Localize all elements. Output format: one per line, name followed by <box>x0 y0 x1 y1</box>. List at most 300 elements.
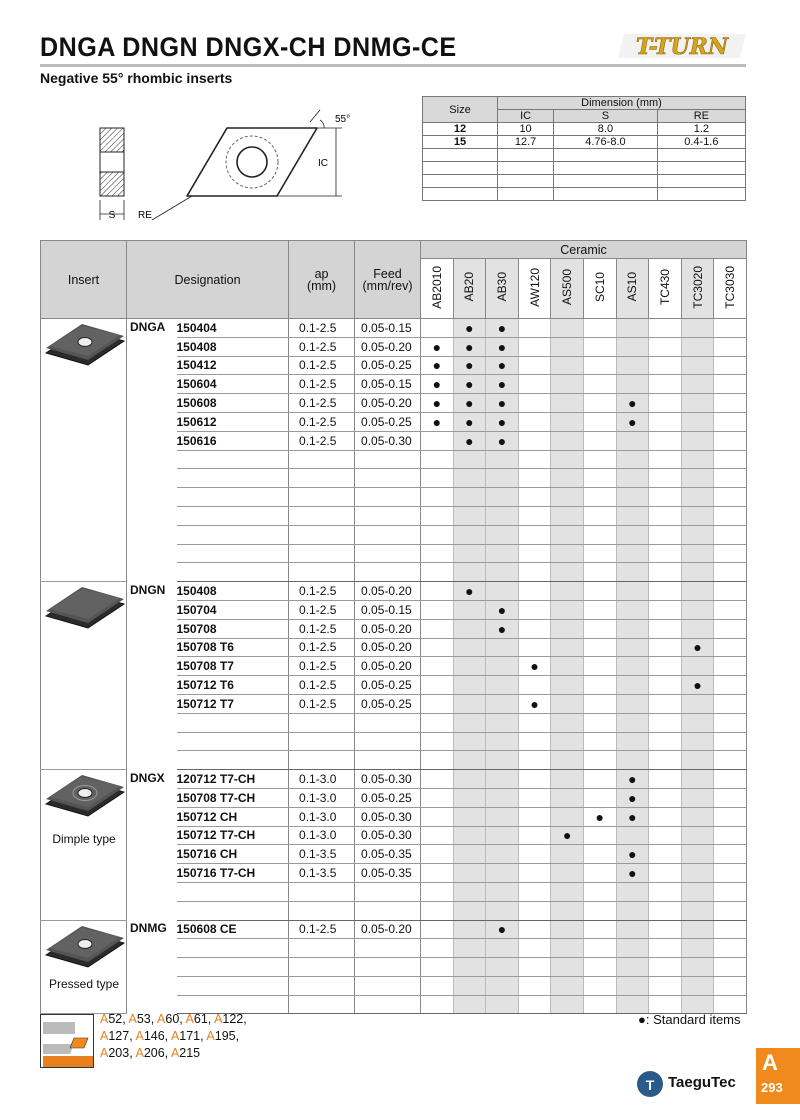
grade-cell <box>649 920 682 939</box>
grade-cell <box>421 751 454 770</box>
grade-cell <box>583 694 616 713</box>
grade-cell <box>551 412 584 431</box>
grade-cell <box>453 958 486 977</box>
grade-cell <box>616 375 649 394</box>
standard-item-dot: ● <box>693 677 702 694</box>
grade-cell <box>518 506 551 525</box>
page-tab <box>756 1048 800 1104</box>
grade-cell <box>518 676 551 695</box>
grade-cell <box>551 920 584 939</box>
designation-code <box>177 713 289 732</box>
grade-cell <box>421 544 454 563</box>
grade-cell <box>616 976 649 995</box>
feed-value <box>355 976 421 995</box>
designation-code: 150708 T7-CH <box>177 788 289 807</box>
designation-code: 150412 <box>177 356 289 375</box>
grade-cell <box>649 525 682 544</box>
grade-cell <box>551 826 584 845</box>
grade-cell <box>616 638 649 657</box>
grade-cell <box>551 732 584 751</box>
grade-cell <box>583 319 616 338</box>
grade-cell <box>681 920 714 939</box>
grade-cell <box>551 450 584 469</box>
grade-cell <box>583 506 616 525</box>
grade-cell <box>681 845 714 864</box>
angle-label: 55° <box>335 114 351 125</box>
grade-cell <box>518 657 551 676</box>
ap-value: 0.1-2.5 <box>289 431 355 450</box>
grade-cell <box>583 788 616 807</box>
grade-cell <box>518 939 551 958</box>
ap-value <box>289 713 355 732</box>
grade-cell <box>616 713 649 732</box>
grade-cell <box>453 657 486 676</box>
grade-cell <box>421 469 454 488</box>
grade-cell <box>583 469 616 488</box>
designation-code: 150708 T7 <box>177 657 289 676</box>
grade-cell <box>421 450 454 469</box>
standard-item-dot: ● <box>628 865 637 881</box>
insert-image <box>42 774 126 820</box>
grade-cell <box>453 732 486 751</box>
grade-cell <box>649 657 682 676</box>
ap-value: 0.1-2.5 <box>289 356 355 375</box>
grade-label: AB20 <box>462 272 477 302</box>
grade-cell <box>486 788 519 807</box>
ap-value: 0.1-2.5 <box>289 600 355 619</box>
logo-text: T-TURN <box>635 34 729 60</box>
grade-cell <box>421 901 454 920</box>
grade-label: AB30 <box>495 272 509 302</box>
brand-name: TaeguTec <box>668 1074 736 1091</box>
grade-cell <box>649 319 682 338</box>
grade-cell <box>551 375 584 394</box>
grade-cell <box>518 901 551 920</box>
grade-cell <box>486 375 519 394</box>
grade-cell <box>649 638 682 657</box>
header-feed-unit: (mm/rev) <box>362 278 413 293</box>
designation-code <box>177 901 289 920</box>
grade-cell <box>453 319 486 338</box>
table-row <box>41 770 747 789</box>
reference-page: 171, <box>179 1029 207 1043</box>
grade-cell <box>583 582 616 601</box>
grade-cell <box>583 337 616 356</box>
dim-re: 0.4-1.6 <box>657 136 745 149</box>
grade-cell <box>453 694 486 713</box>
grade-cell <box>681 582 714 601</box>
grade-cell <box>649 375 682 394</box>
grade-cell <box>583 600 616 619</box>
grade-cell <box>681 412 714 431</box>
designation-code <box>177 751 289 770</box>
dim-ic: 10 <box>498 123 554 136</box>
grade-cell <box>551 525 584 544</box>
feed-value: 0.05-0.30 <box>355 431 421 450</box>
page-subtitle: Negative 55° rhombic inserts <box>40 70 233 86</box>
grade-cell <box>453 826 486 845</box>
feed-value: 0.05-0.30 <box>355 770 421 789</box>
grade-cell <box>486 995 519 1014</box>
grade-cell <box>551 563 584 582</box>
ap-value: 0.1-3.0 <box>289 788 355 807</box>
grade-cell <box>616 525 649 544</box>
grade-cell <box>681 319 714 338</box>
grade-cell <box>714 732 747 751</box>
designation-code: 150716 CH <box>177 845 289 864</box>
grade-cell <box>551 638 584 657</box>
ap-value: 0.1-2.5 <box>289 638 355 657</box>
grade-cell <box>518 995 551 1014</box>
grade-cell <box>551 337 584 356</box>
standard-item-dot: ● <box>530 695 539 712</box>
grade-cell <box>551 431 584 450</box>
grade-cell <box>649 488 682 507</box>
grade-cell <box>583 525 616 544</box>
reference-prefix: A <box>100 1012 109 1026</box>
ap-value <box>289 488 355 507</box>
designation-code: 150708 T6 <box>177 638 289 657</box>
grade-cell <box>714 694 747 713</box>
grade-cell <box>421 939 454 958</box>
grade-cell <box>421 525 454 544</box>
grade-cell <box>714 450 747 469</box>
standard-item-dot: ● <box>497 413 507 430</box>
standard-item-dot: ● <box>497 319 507 336</box>
standard-item-dot: ● <box>465 357 474 374</box>
grade-cell <box>486 506 519 525</box>
ap-value <box>289 563 355 582</box>
standard-item-dot: ● <box>465 376 474 393</box>
reference-prefix: A <box>135 1029 144 1043</box>
grade-cell <box>616 506 649 525</box>
grade-cell <box>714 544 747 563</box>
table-row <box>41 582 747 601</box>
feed-value <box>355 713 421 732</box>
grade-cell <box>714 657 747 676</box>
feed-value: 0.05-0.30 <box>355 826 421 845</box>
grade-cell <box>421 826 454 845</box>
grade-cell <box>551 901 584 920</box>
grade-cell <box>421 600 454 619</box>
grade-cell <box>551 995 584 1014</box>
grade-cell <box>518 582 551 601</box>
grade-cell <box>714 864 747 883</box>
ap-value <box>289 450 355 469</box>
grade-cell <box>453 469 486 488</box>
grade-cell <box>714 807 747 826</box>
designation-prefix: DNMG <box>130 921 167 935</box>
grade-cell <box>518 864 551 883</box>
grade-cell <box>421 412 454 431</box>
grade-cell <box>583 431 616 450</box>
dim-dimension-header: Dimension (mm) <box>498 97 746 110</box>
legend-standard-items <box>638 1012 741 1027</box>
feed-value: 0.05-0.35 <box>355 864 421 883</box>
page-section-letter: A <box>762 1050 778 1075</box>
grade-cell <box>714 901 747 920</box>
grade-cell <box>421 394 454 413</box>
grade-cell <box>714 375 747 394</box>
grade-cell <box>518 713 551 732</box>
grade-cell <box>616 676 649 695</box>
grade-cell <box>681 506 714 525</box>
grade-cell <box>649 882 682 901</box>
designation-code <box>177 544 289 563</box>
grade-label: AW120 <box>527 267 542 307</box>
grade-cell <box>486 901 519 920</box>
grade-cell <box>583 901 616 920</box>
ap-value <box>289 732 355 751</box>
ap-value: 0.1-2.5 <box>289 375 355 394</box>
grade-cell <box>583 356 616 375</box>
grade-cell <box>649 563 682 582</box>
standard-item-dot: ● <box>465 319 474 336</box>
grade-cell <box>649 958 682 977</box>
feed-value: 0.05-0.15 <box>355 319 421 338</box>
grade-cell <box>714 845 747 864</box>
grade-cell <box>681 676 714 695</box>
header-ap-unit: (mm) <box>306 278 337 293</box>
grade-cell <box>616 600 649 619</box>
grade-cell <box>583 751 616 770</box>
grade-cell <box>714 488 747 507</box>
ap-value <box>289 544 355 563</box>
ap-value: 0.1-2.5 <box>289 319 355 338</box>
grade-cell <box>421 882 454 901</box>
grade-cell <box>518 488 551 507</box>
grade-cell <box>486 713 519 732</box>
grade-cell <box>486 751 519 770</box>
grade-cell <box>681 882 714 901</box>
grade-header <box>551 259 584 319</box>
grade-cell <box>681 807 714 826</box>
grade-cell <box>551 864 584 883</box>
grade-cell <box>583 676 616 695</box>
grade-cell <box>518 732 551 751</box>
grade-cell <box>551 770 584 789</box>
feed-value <box>355 882 421 901</box>
grade-cell <box>518 807 551 826</box>
grade-cell <box>486 619 519 638</box>
grade-cell <box>681 901 714 920</box>
dim-re: 1.2 <box>657 123 745 136</box>
grade-cell <box>681 976 714 995</box>
grade-cell <box>421 619 454 638</box>
grade-cell <box>421 488 454 507</box>
grade-label: TC3030 <box>723 265 738 309</box>
grade-cell <box>616 901 649 920</box>
standard-item-dot: ● <box>562 827 572 844</box>
grade-cell <box>486 450 519 469</box>
legend-text: : Standard items <box>645 1012 741 1027</box>
dim-col-re: RE <box>657 110 745 123</box>
grade-cell <box>714 337 747 356</box>
grade-cell <box>649 939 682 958</box>
grade-cell <box>681 788 714 807</box>
grade-cell <box>714 469 747 488</box>
dim-col-s: S <box>554 110 658 123</box>
grade-cell <box>518 694 551 713</box>
grade-cell <box>649 337 682 356</box>
ap-value: 0.1-2.5 <box>289 394 355 413</box>
standard-item-dot: ● <box>628 808 637 825</box>
standard-item-dot: ● <box>465 395 474 412</box>
grade-cell <box>649 901 682 920</box>
grade-cell <box>551 619 584 638</box>
grade-cell <box>616 412 649 431</box>
grade-cell <box>486 826 519 845</box>
designation-code: 150704 <box>177 600 289 619</box>
grade-cell <box>551 788 584 807</box>
grade-cell <box>681 619 714 638</box>
designation-code: 150608 <box>177 394 289 413</box>
grade-cell <box>486 732 519 751</box>
grade-cell <box>486 976 519 995</box>
grade-cell <box>616 657 649 676</box>
standard-item-dot: ● <box>497 620 507 637</box>
page-number: 293 <box>761 1080 783 1095</box>
designation-code: 150716 T7-CH <box>177 864 289 883</box>
grade-cell <box>714 638 747 657</box>
grade-cell <box>714 356 747 375</box>
grade-cell <box>421 845 454 864</box>
feed-value <box>355 469 421 488</box>
grade-cell <box>583 807 616 826</box>
grade-cell <box>649 864 682 883</box>
grade-label: TC430 <box>657 268 672 306</box>
grade-cell <box>583 845 616 864</box>
header-ap-label: ap <box>314 266 329 281</box>
grade-cell <box>518 356 551 375</box>
grade-cell <box>551 882 584 901</box>
dimension-table <box>422 96 746 201</box>
grade-cell <box>714 506 747 525</box>
grade-cell <box>486 600 519 619</box>
reference-prefix: A <box>170 1046 180 1060</box>
grade-cell <box>714 958 747 977</box>
grade-cell <box>453 582 486 601</box>
grade-label: AS10 <box>625 272 640 302</box>
grade-cell <box>649 788 682 807</box>
grade-cell <box>518 525 551 544</box>
page-title: DNGA DNGN DNGX-CH DNMG-CE <box>40 32 457 62</box>
grade-cell <box>453 450 486 469</box>
feed-value <box>355 939 421 958</box>
grade-header <box>649 259 682 319</box>
designation-code: 150708 <box>177 619 289 638</box>
grade-cell <box>551 694 584 713</box>
standard-item-dot: ● <box>497 395 507 412</box>
feed-value <box>355 563 421 582</box>
grade-cell <box>681 694 714 713</box>
grade-cell <box>486 337 519 356</box>
grade-cell <box>583 920 616 939</box>
standard-item-dot: ● <box>497 357 507 374</box>
grade-cell <box>681 958 714 977</box>
grade-cell <box>583 713 616 732</box>
grade-cell <box>551 958 584 977</box>
grade-cell <box>583 770 616 789</box>
standard-item-dot: ● <box>465 432 474 449</box>
grade-cell <box>421 713 454 732</box>
grade-cell <box>681 600 714 619</box>
grade-cell <box>616 356 649 375</box>
designation-code <box>177 469 289 488</box>
grade-cell <box>518 394 551 413</box>
insert-cell <box>41 319 127 582</box>
grade-cell <box>518 920 551 939</box>
grade-cell <box>518 469 551 488</box>
grade-cell <box>486 469 519 488</box>
grade-cell <box>616 431 649 450</box>
designation-code <box>177 506 289 525</box>
feed-value <box>355 751 421 770</box>
grade-cell <box>453 619 486 638</box>
ap-value <box>289 995 355 1014</box>
grade-label: SC10 <box>592 271 607 303</box>
ap-value: 0.1-3.0 <box>289 807 355 826</box>
header-designation: Designation <box>127 241 289 319</box>
grade-cell <box>616 939 649 958</box>
ap-value: 0.1-3.5 <box>289 864 355 883</box>
grade-cell <box>649 431 682 450</box>
standard-item-dot: ● <box>465 583 474 600</box>
grade-header <box>518 259 551 319</box>
insert-cell <box>41 920 127 1014</box>
table-row <box>41 920 747 939</box>
designation-code <box>177 450 289 469</box>
grade-cell <box>681 732 714 751</box>
grade-cell <box>649 751 682 770</box>
grade-cell <box>681 713 714 732</box>
designation-code <box>177 488 289 507</box>
grade-cell <box>551 600 584 619</box>
feed-value: 0.05-0.15 <box>355 375 421 394</box>
grade-cell <box>681 525 714 544</box>
designation-code <box>177 976 289 995</box>
dim-ic-label: IC <box>318 158 328 169</box>
grade-cell <box>421 431 454 450</box>
grade-cell <box>616 788 649 807</box>
grade-cell <box>551 657 584 676</box>
grade-cell <box>583 394 616 413</box>
grade-cell <box>616 751 649 770</box>
grade-cell <box>649 826 682 845</box>
grade-cell <box>453 807 486 826</box>
grade-cell <box>518 638 551 657</box>
grade-cell <box>616 826 649 845</box>
grade-cell <box>518 563 551 582</box>
grade-cell <box>518 319 551 338</box>
ap-value: 0.1-2.5 <box>289 337 355 356</box>
grade-cell <box>518 845 551 864</box>
feed-value: 0.05-0.25 <box>355 694 421 713</box>
grade-cell <box>551 807 584 826</box>
dim-size-header: Size <box>423 97 498 123</box>
grade-cell <box>551 976 584 995</box>
designation-code: 150712 T7 <box>177 694 289 713</box>
standard-item-dot: ● <box>497 338 507 355</box>
ap-value <box>289 882 355 901</box>
grade-cell <box>649 713 682 732</box>
feed-value: 0.05-0.35 <box>355 845 421 864</box>
grade-cell <box>486 770 519 789</box>
grade-cell <box>681 488 714 507</box>
ap-value: 0.1-2.5 <box>289 920 355 939</box>
grade-cell <box>421 506 454 525</box>
grade-cell <box>616 694 649 713</box>
